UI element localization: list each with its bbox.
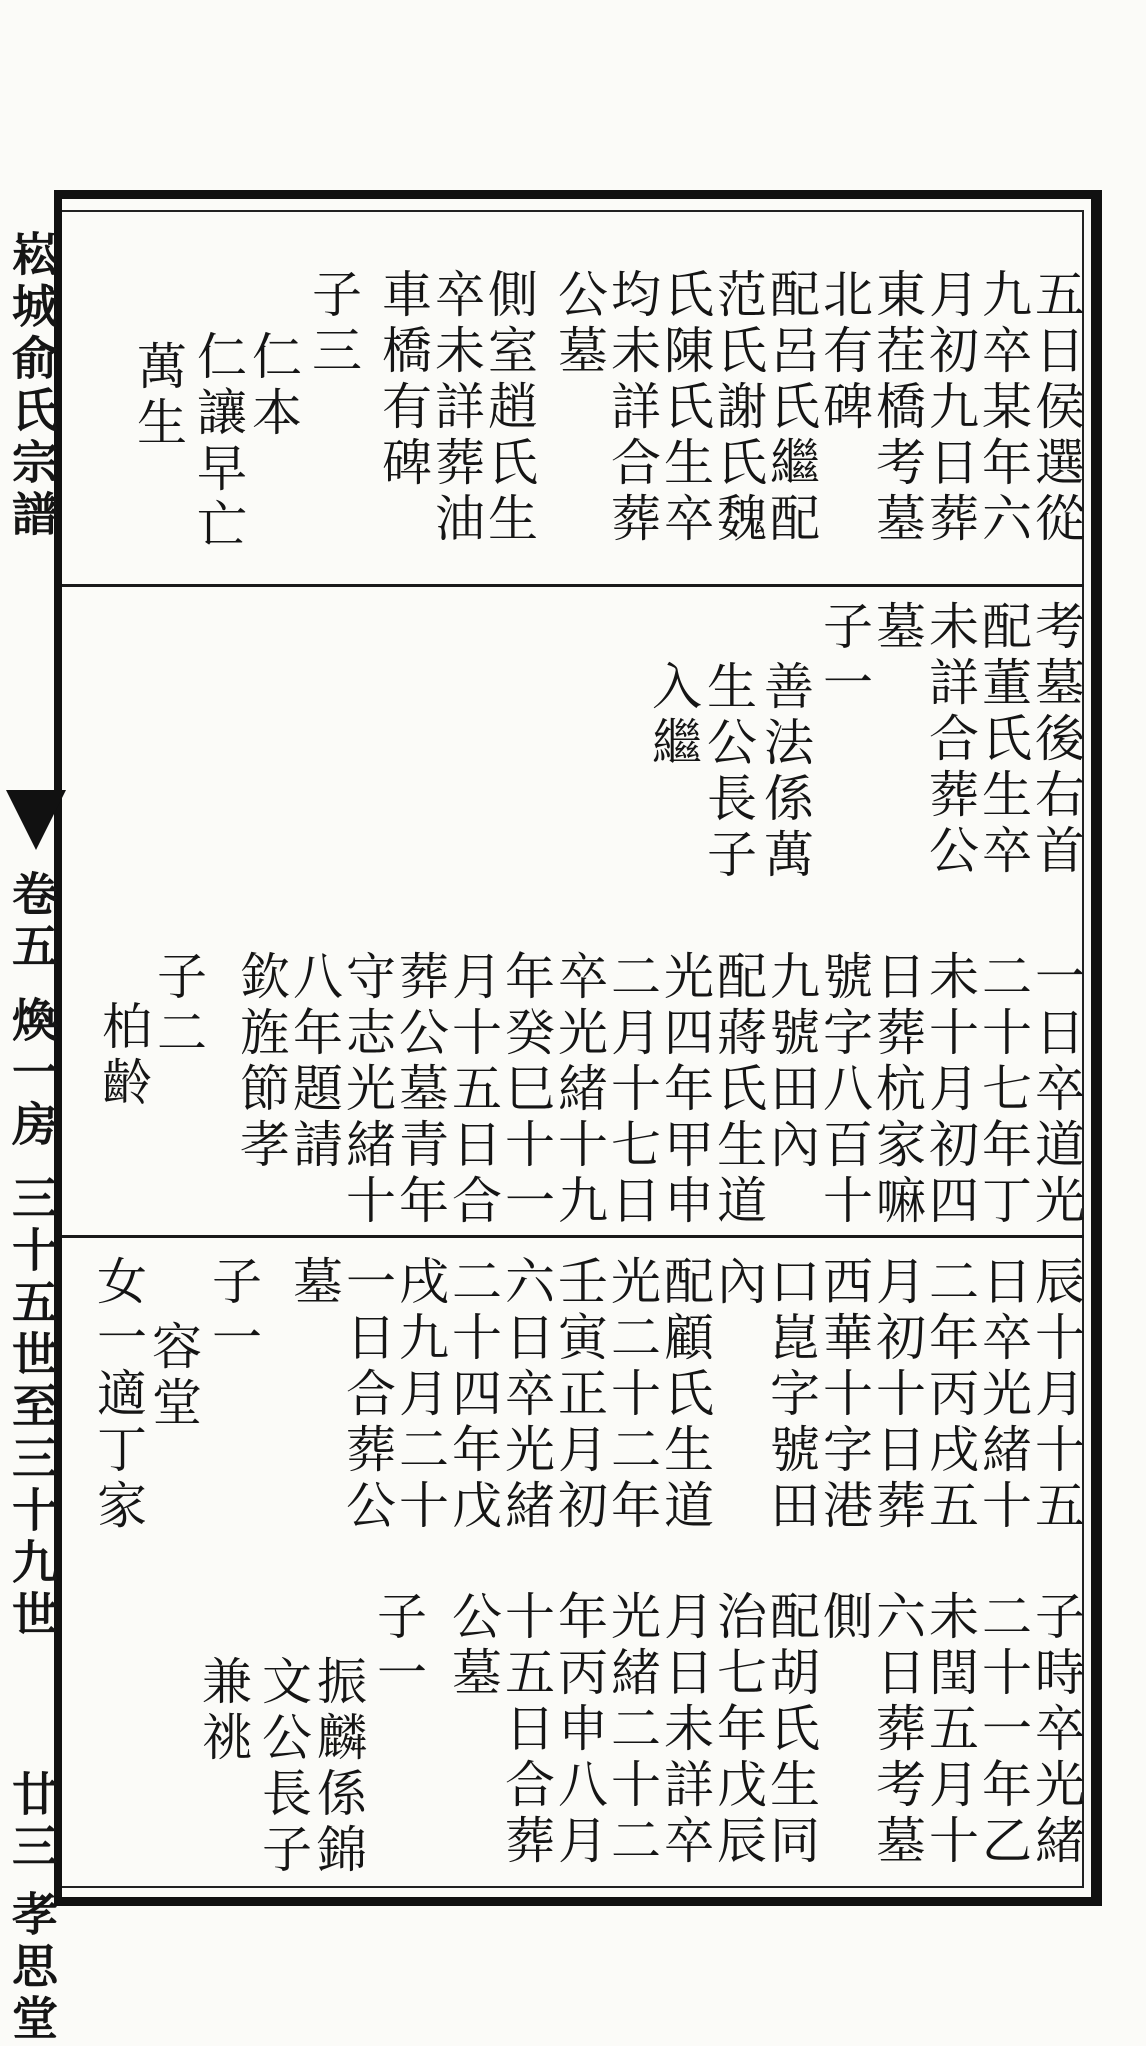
text-column: 光緒二十二 <box>603 1590 661 1870</box>
text-column: 年丙申八月 <box>550 1590 608 1870</box>
text-column: 二十一年乙 <box>974 1590 1032 1870</box>
text-column: 未十月初四 <box>921 950 979 1230</box>
text-column: 側 <box>815 1590 873 1646</box>
section-rule <box>62 584 1084 587</box>
text-column: 月日未詳卒 <box>656 1590 714 1870</box>
text-column: 北有碑 <box>815 268 873 436</box>
text-column: 十五日合葬 <box>497 1590 555 1870</box>
text-column: 柏齡 <box>94 1000 152 1112</box>
text-column: 未詳合葬公 <box>921 600 979 880</box>
text-column: 車橋有碑 <box>374 268 432 492</box>
text-column: 配顧氏生道 <box>656 1255 714 1535</box>
text-column: 月初十日葬 <box>868 1255 926 1535</box>
text-column: 子一 <box>369 1590 427 1702</box>
hall-name: 孝思堂 <box>5 1890 59 2046</box>
text-column: 兼祧 <box>194 1655 252 1767</box>
page-number: 廿三 <box>5 1770 59 1874</box>
text-column: 生公長子 <box>699 660 757 884</box>
text-column: 五日侯選從 <box>1027 268 1085 548</box>
text-column: 光二十二年 <box>603 1255 661 1535</box>
text-column: 善法係萬 <box>756 660 814 884</box>
text-column: 范氏謝氏魏 <box>709 268 767 548</box>
text-column: 八年題請 <box>285 950 343 1174</box>
text-column: 配呂氏繼配 <box>762 268 820 548</box>
text-column: 六日葬考墓 <box>868 1590 926 1870</box>
text-column: 二十七年丁 <box>974 950 1032 1230</box>
text-column: 光四年甲申 <box>656 950 714 1230</box>
text-column: 日卒光緒十 <box>974 1255 1032 1535</box>
text-column: 壬寅正月初 <box>550 1255 608 1535</box>
text-column: 月初九日葬 <box>921 268 979 548</box>
text-column: 萬生 <box>129 340 187 452</box>
text-column: 墓 <box>285 1255 343 1311</box>
text-column: 文公長子 <box>254 1655 312 1879</box>
text-column: 入繼 <box>644 660 702 772</box>
text-column: 內 <box>709 1255 767 1311</box>
text-column: 側室趙氏生 <box>480 268 538 548</box>
text-column: 氏陳氏生卒 <box>656 268 714 548</box>
text-column: 辰十月十五 <box>1027 1255 1085 1535</box>
text-column: 子一 <box>815 600 873 712</box>
text-column: 治七年戊辰 <box>709 1590 767 1870</box>
text-column: 子時卒光緒 <box>1027 1590 1085 1870</box>
text-column: 口崑字號田 <box>762 1255 820 1535</box>
text-column: 子三 <box>304 268 362 380</box>
text-column: 日葬杭家嘛 <box>868 950 926 1230</box>
volume-section: 卷五 煥一房 三十五世至三十九世 <box>5 870 59 1643</box>
text-column: 配蔣氏生道 <box>709 950 767 1230</box>
text-column: 月十五日合 <box>444 950 502 1230</box>
text-column: 仁本 <box>244 330 302 442</box>
text-column: 子一 <box>204 1255 262 1367</box>
text-column: 西華十字港 <box>815 1255 873 1535</box>
text-column: 配胡氏生同 <box>762 1590 820 1870</box>
text-column: 卒光緒十九 <box>550 950 608 1230</box>
text-column: 二十四年戊 <box>444 1255 502 1535</box>
text-column: 葬公墓青年 <box>391 950 449 1230</box>
fish-tail-mark <box>6 790 66 850</box>
section-rule <box>62 1235 1084 1238</box>
text-column: 年癸巳十一 <box>497 950 555 1230</box>
text-column: 配董氏生卒 <box>974 600 1032 880</box>
text-column: 九號田內 <box>762 950 820 1174</box>
text-column: 考墓後右首 <box>1027 600 1085 880</box>
text-column: 九卒某年六 <box>974 268 1032 548</box>
text-column: 欽旌節孝 <box>232 950 290 1174</box>
text-column: 六日卒光緒 <box>497 1255 555 1535</box>
genealogy-title: 崧城俞氏宗譜 <box>5 230 59 542</box>
text-column: 子二 <box>149 950 207 1062</box>
text-column: 振麟係錦 <box>309 1655 367 1879</box>
text-column: 未閏五月十 <box>921 1590 979 1870</box>
text-column: 公墓 <box>444 1590 502 1702</box>
text-column: 二年丙戌五 <box>921 1255 979 1535</box>
text-column: 號字八百十 <box>815 950 873 1230</box>
text-column: 一日合葬公 <box>338 1255 396 1535</box>
text-column: 容堂 <box>144 1320 202 1432</box>
text-column: 守志光緒十 <box>338 950 396 1230</box>
text-column: 公墓 <box>550 268 608 380</box>
text-column: 一日卒道光 <box>1027 950 1085 1230</box>
text-column: 仁讓早亡 <box>189 330 247 554</box>
text-column: 二月十七日 <box>603 950 661 1230</box>
text-column: 戌九月二十 <box>391 1255 449 1535</box>
text-column: 東茬橋考墓 <box>868 268 926 548</box>
text-column: 墓 <box>868 600 926 656</box>
text-column: 卒未詳葬油 <box>427 268 485 548</box>
text-column: 均未詳合葬 <box>603 268 661 548</box>
text-column: 女一適丁家 <box>89 1255 147 1535</box>
